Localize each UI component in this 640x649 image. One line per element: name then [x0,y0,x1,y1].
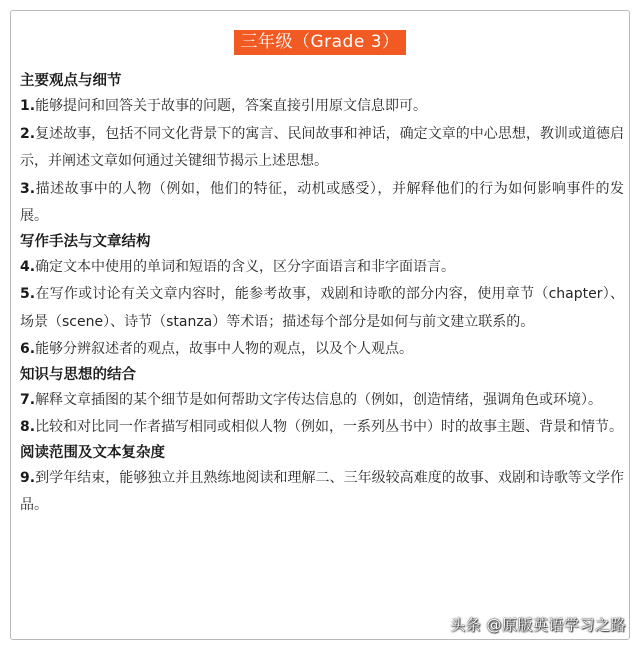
section-heading: 阅读范围及文本复杂度 [20,444,165,461]
standard-item [20,336,624,364]
title-container [0,30,640,55]
section-range-complexity [20,442,624,520]
item-text: 比较和对比同一作者描写相同或相似人物（例如，一系列丛书中）时的故事主题、背景和情节。 [35,419,624,435]
item-number: 1. [20,98,36,114]
item-number: 6. [20,341,36,357]
section-craft-structure [20,231,624,364]
item-number: 8. [20,419,36,435]
section-integration [20,364,624,442]
standard-item [20,93,624,121]
item-number: 5. [20,286,36,302]
item-text: 确定文本中使用的单词和短语的含义，区分字面语言和非字面语言。 [35,258,456,275]
item-text: 解释文章插图的某个细节是如何帮助文字传达信息的（例如，创造情绪，强调角色或环境）。 [35,391,603,408]
item-number: 4. [20,258,36,275]
page-title: 三年级（Grade 3） [234,30,405,55]
item-text: 在写作或讨论有关文章内容时，能参考故事，戏剧和诗歌的部分内容，使用章节（chapter）、场景（scene）、诗节（stanza）等术语；描述每个部分是如何与前文建立联系的。 [20,286,624,330]
section-main-ideas [20,70,624,231]
item-text: 描述故事中的人物（例如，他们的特征，动机或感受），并解释他们的行为如何影响事件的发展。 [20,180,624,224]
document-body [20,70,624,520]
standard-item [20,414,624,442]
section-heading: 知识与思想的结合 [20,366,136,383]
item-number: 7. [20,391,36,408]
watermark: 头条 @原版英语学习之路 [450,616,626,634]
item-text: 到学年结束，能够独立并且熟练地阅读和理解二、三年级较高难度的故事、戏剧和诗歌等文学作品。 [20,469,624,513]
section-heading: 主要观点与细节 [20,73,122,89]
section-heading: 写作手法与文章结构 [20,233,151,250]
standard-item [20,281,624,336]
standard-item [20,465,624,520]
standard-item [20,387,624,415]
standard-item [20,254,624,282]
item-number: 3. [20,180,36,197]
standard-item [20,176,624,231]
standard-item [20,121,624,176]
item-text: 复述故事，包括不同文化背景下的寓言、民间故事和神话，确定文章的中心思想，教训或道德启示，并阐述文章如何通过关键细节揭示上述思想。 [20,125,624,169]
item-text: 能够分辨叙述者的观点，故事中人物的观点，以及个人观点。 [35,341,414,357]
item-number: 9. [20,469,36,486]
item-number: 2. [20,125,36,142]
item-text: 能够提问和回答关于故事的问题，答案直接引用原文信息即可。 [35,98,428,114]
